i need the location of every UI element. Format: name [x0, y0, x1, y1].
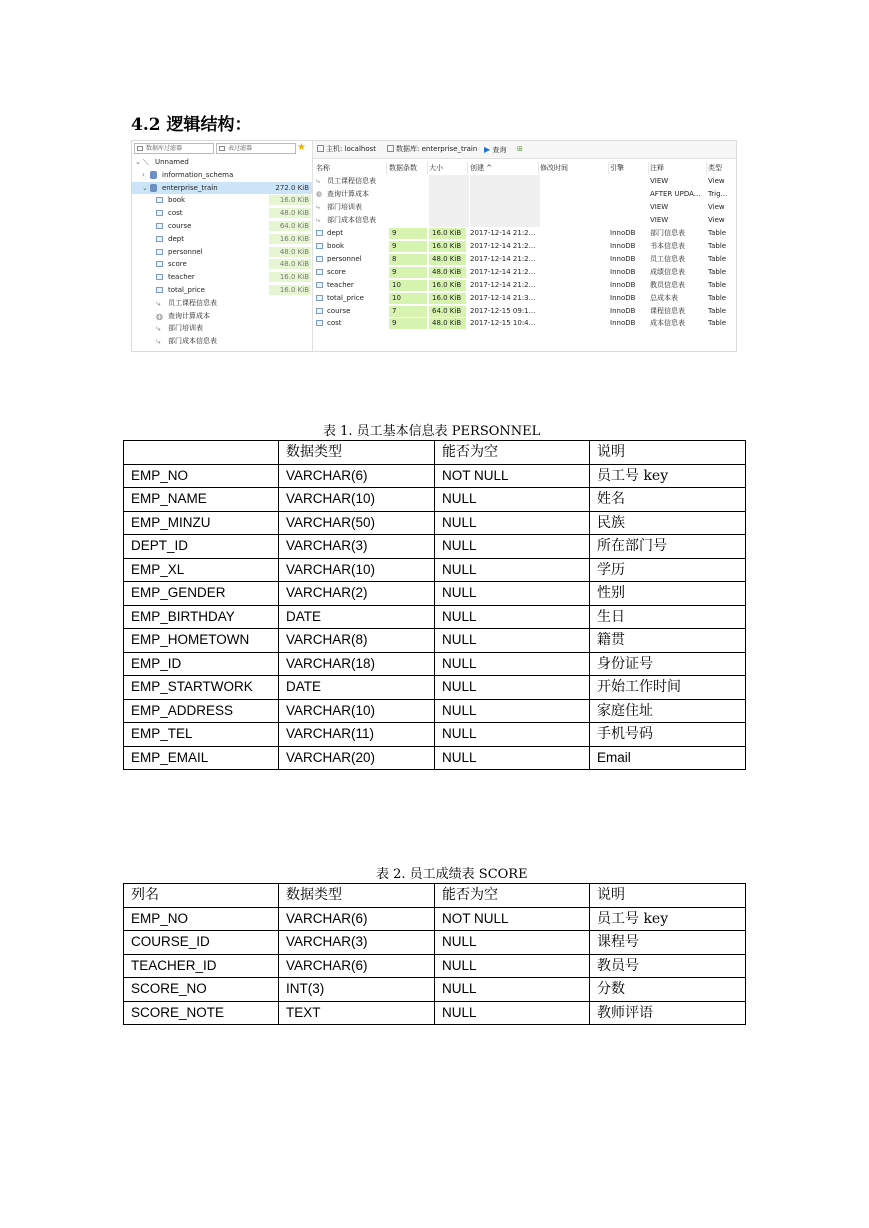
chevron-right-icon[interactable]: › — [142, 170, 145, 179]
table-cell: NULL — [435, 511, 590, 535]
table-cell: NOT NULL — [435, 464, 590, 488]
grid-row-name[interactable] — [316, 175, 386, 188]
table-cell: VARCHAR(6) — [279, 464, 435, 488]
tree-item-label: enterprise_train — [162, 183, 218, 192]
table-cell: NULL — [435, 746, 590, 770]
table-cell: SCORE_NO — [124, 978, 279, 1002]
table-cell: 民族 — [590, 511, 746, 535]
personnel-row — [124, 605, 746, 629]
header-cell: 能否为空 — [435, 884, 590, 908]
grid-cell: 部门信息表 — [650, 228, 685, 237]
table-icon — [156, 223, 163, 229]
grid-cell-text: book — [327, 241, 345, 250]
score-row — [124, 978, 746, 1002]
grid-cell: VIEW — [650, 177, 669, 185]
personnel-row — [124, 488, 746, 512]
score-row — [124, 907, 746, 931]
grid-cell: 10 — [389, 293, 427, 304]
server-icon — [317, 145, 324, 152]
table-cell: VARCHAR(8) — [279, 629, 435, 653]
table-icon — [316, 320, 323, 326]
grid-cell: AFTER UPDA... — [650, 189, 701, 198]
grid-cell: InnoDB — [610, 254, 636, 263]
table-cell: 员工号 key — [590, 464, 746, 488]
table-icon — [316, 243, 323, 249]
table-cell: EMP_NAME — [124, 488, 279, 512]
personnel-header-row — [124, 441, 746, 465]
header-cell: 数据类型 — [279, 884, 435, 908]
table-cell: VARCHAR(20) — [279, 746, 435, 770]
table-cell: 籍贯 — [590, 629, 746, 653]
table1-caption: 表 1. 员工基本信息表 PERSONNEL — [323, 424, 541, 439]
grid-cell: Table — [708, 267, 727, 276]
grid-cell-text: cost — [327, 319, 342, 328]
grid-column-header[interactable]: 名称 — [316, 162, 387, 174]
table-cell: 学历 — [590, 558, 746, 582]
header-cell: 数据类型 — [279, 441, 435, 465]
table-icon — [316, 282, 323, 288]
grid-row-name[interactable] — [316, 240, 386, 253]
grid-row-name[interactable] — [316, 279, 386, 292]
tree-item-label: teacher — [168, 273, 195, 282]
table-cell: NULL — [435, 535, 590, 559]
table-cell: VARCHAR(3) — [279, 535, 435, 559]
tree-item-label: Unnamed — [155, 158, 189, 166]
grid-cell-text: course — [327, 306, 351, 315]
personnel-row — [124, 535, 746, 559]
table-cell: 生日 — [590, 605, 746, 629]
grid-cell-text: 员工课程信息表 — [327, 177, 376, 185]
tree-item-label: course — [168, 222, 192, 230]
personnel-table — [123, 440, 746, 770]
table-cell: 性别 — [590, 582, 746, 606]
table-icon — [316, 269, 323, 275]
grid-cell: 48.0 KiB — [429, 254, 466, 265]
header-cell — [124, 441, 279, 465]
grid-column-header[interactable]: 类型 — [708, 162, 737, 174]
score-row — [124, 1001, 746, 1025]
table-cell: VARCHAR(11) — [279, 723, 435, 747]
grid-column-header[interactable]: 创建 ^ — [470, 162, 539, 174]
table-cell: NULL — [435, 488, 590, 512]
tree-item[interactable] — [132, 297, 312, 309]
header-cell: 列名 — [124, 884, 279, 908]
database-tree — [132, 141, 313, 352]
table-icon — [316, 256, 323, 262]
grid-cell: 教员信息表 — [650, 280, 685, 289]
table-cell: EMP_ADDRESS — [124, 699, 279, 723]
table-icon — [156, 249, 163, 255]
tree-item[interactable] — [132, 258, 312, 270]
grid-column-header[interactable]: 数据条数 — [389, 162, 428, 174]
grid-cell-text: 部门成本信息表 — [327, 215, 376, 224]
grid-cell: 课程信息表 — [650, 306, 685, 315]
tree-item[interactable] — [132, 233, 312, 245]
grid-cell-text: total_price — [327, 293, 364, 302]
size-badge: 48.0 KiB — [269, 259, 311, 269]
grid-cell: 7 — [389, 306, 427, 317]
table-cell: EMP_STARTWORK — [124, 676, 279, 700]
tree-item-label: 员工课程信息表 — [168, 298, 217, 307]
grid-cell: 9 — [389, 228, 427, 239]
grid-column-header[interactable]: 注释 — [650, 162, 707, 174]
table-cell: VARCHAR(3) — [279, 931, 435, 955]
personnel-row — [124, 464, 746, 488]
play-icon: ▶ — [484, 145, 491, 154]
grid-column-header[interactable]: 大小 — [429, 162, 468, 174]
tree-item-label: dept — [168, 234, 184, 243]
table-cell: EMP_ID — [124, 652, 279, 676]
grid-row-name[interactable] — [316, 292, 386, 305]
view-icon: ⤷ — [156, 337, 161, 347]
grid-row-name[interactable] — [316, 214, 386, 227]
grid-cell-text: teacher — [327, 280, 354, 289]
grid-cell: Table — [708, 280, 727, 289]
chevron-down-icon[interactable]: ⌄ — [135, 158, 141, 166]
grid-row-name[interactable] — [316, 317, 386, 330]
table-cell: 教师评语 — [590, 1001, 746, 1025]
table-icon — [156, 236, 163, 242]
table-icon — [156, 261, 163, 267]
personnel-row — [124, 723, 746, 747]
empty-shaded-cells — [470, 175, 540, 227]
tree-item[interactable] — [132, 310, 312, 322]
grid-cell: 16.0 KiB — [429, 241, 466, 252]
grid-cell: InnoDB — [610, 228, 636, 237]
table-cell: NULL — [435, 954, 590, 978]
header-cell: 说明 — [590, 884, 746, 908]
personnel-row — [124, 652, 746, 676]
table-cell: NULL — [435, 676, 590, 700]
grid-row-name[interactable] — [316, 188, 386, 201]
grid-cell: 64.0 KiB — [429, 306, 466, 317]
score-header-row — [124, 884, 746, 908]
filter-icon — [219, 146, 225, 151]
grid-cell: InnoDB — [610, 293, 636, 302]
score-row — [124, 954, 746, 978]
table-cell: TEXT — [279, 1001, 435, 1025]
view-icon: ⤷ — [156, 298, 161, 308]
table-cell: 姓名 — [590, 488, 746, 512]
grid-cell-text: 查询计算成本 — [327, 189, 369, 198]
table-icon — [156, 210, 163, 216]
size-badge: 272.0 KiB — [275, 183, 309, 192]
table-cell: COURSE_ID — [124, 931, 279, 955]
grid-cell: View — [708, 215, 725, 224]
chevron-down-icon[interactable]: ⌄ — [142, 183, 148, 192]
grid-cell: VIEW — [650, 215, 669, 224]
size-badge: 16.0 KiB — [269, 234, 311, 244]
grid-cell: 2017-12-14 21:2... — [470, 280, 536, 289]
size-badge: 16.0 KiB — [269, 285, 311, 295]
table-cell: 开始工作时间 — [590, 676, 746, 700]
grid-cell: 16.0 KiB — [429, 280, 466, 291]
connection-icon: ⟍ — [143, 158, 149, 167]
database-tab[interactable]: 数据库: enterprise_train — [387, 144, 477, 155]
tree-item[interactable] — [132, 169, 312, 181]
tree-item-label: score — [168, 260, 187, 269]
personnel-row — [124, 558, 746, 582]
table-cell: VARCHAR(10) — [279, 699, 435, 723]
tree-item[interactable] — [132, 271, 312, 283]
grid-cell: 48.0 KiB — [429, 318, 466, 329]
trigger-icon: ◍ — [156, 311, 163, 321]
view-icon: ⤷ — [316, 215, 320, 224]
table-cell: NULL — [435, 1001, 590, 1025]
empty-shaded-cells — [429, 175, 469, 227]
table-cell: VARCHAR(18) — [279, 652, 435, 676]
table-cell: NULL — [435, 605, 590, 629]
table-cell: EMP_GENDER — [124, 582, 279, 606]
grid-cell: 书本信息表 — [650, 241, 685, 250]
grid-cell: 成本信息表 — [650, 319, 685, 328]
table-cell: NULL — [435, 558, 590, 582]
tree-item-label: 部门成本信息表 — [168, 337, 217, 346]
grid-cell: 9 — [389, 267, 427, 278]
tree-item-label: book — [168, 196, 186, 205]
table-cell: VARCHAR(6) — [279, 907, 435, 931]
table-cell: DEPT_ID — [124, 535, 279, 559]
grid-cell: 48.0 KiB — [429, 267, 466, 278]
table-cell: TEACHER_ID — [124, 954, 279, 978]
score-table — [123, 883, 746, 1025]
grid-cell-text: 部门培训表 — [327, 202, 362, 211]
grid-cell: InnoDB — [610, 267, 636, 276]
table-cell: 员工号 key — [590, 907, 746, 931]
grid-row-name[interactable] — [316, 227, 386, 240]
tree-item[interactable] — [132, 284, 312, 296]
grid-cell: 成绩信息表 — [650, 267, 685, 276]
grid-cell: 10 — [389, 280, 427, 291]
grid-cell: 2017-12-15 10:4... — [470, 319, 536, 328]
tree-item-label: personnel — [168, 247, 203, 256]
table-cell: EMP_TEL — [124, 723, 279, 747]
table-cell: EMP_XL — [124, 558, 279, 582]
tree-item-label: cost — [168, 209, 183, 218]
query-tab[interactable]: ▶ 查询 — [484, 145, 507, 154]
grid-cell: 8 — [389, 254, 427, 265]
toolbar — [313, 141, 737, 159]
grid-cell: 总成本表 — [650, 293, 678, 302]
table-cell: 分数 — [590, 978, 746, 1002]
db-filter-input[interactable]: 数据库过滤器 — [134, 143, 214, 154]
grid-cell-text: score — [327, 267, 346, 276]
score-row — [124, 931, 746, 955]
grid-cell: View — [708, 177, 725, 185]
table-cell: EMP_NO — [124, 464, 279, 488]
grid-cell: 9 — [389, 241, 427, 252]
table2-caption: 表 2. 员工成绩表 SCORE — [376, 867, 528, 882]
table-filter-input[interactable]: 表过滤器 — [216, 143, 296, 154]
grid-cell: InnoDB — [610, 241, 636, 250]
table-icon — [316, 295, 323, 301]
grid-row-name[interactable] — [316, 201, 386, 214]
view-icon: ⤷ — [316, 177, 320, 185]
grid-cell: 16.0 KiB — [429, 293, 466, 304]
personnel-row — [124, 746, 746, 770]
tree-item[interactable] — [132, 220, 312, 232]
table-cell: NULL — [435, 699, 590, 723]
table-cell: 课程号 — [590, 931, 746, 955]
personnel-row — [124, 582, 746, 606]
tree-item[interactable] — [132, 182, 312, 194]
star-icon[interactable]: ★ — [297, 142, 306, 153]
table-cell: SCORE_NOTE — [124, 1001, 279, 1025]
host-tab[interactable]: 主机: localhost — [317, 144, 376, 155]
grid-cell: 2017-12-14 21:2... — [470, 241, 536, 250]
tree-item-label: information_schema — [162, 170, 234, 179]
table-cell: DATE — [279, 605, 435, 629]
grid-column-header[interactable]: 引擎 — [610, 162, 649, 174]
database-icon — [387, 145, 394, 152]
table-cell: NULL — [435, 931, 590, 955]
table-cell: 教员号 — [590, 954, 746, 978]
grid-cell: Trig... — [708, 189, 728, 198]
size-badge: 48.0 KiB — [269, 208, 311, 218]
grid-cell: 2017-12-14 21:2... — [470, 228, 536, 237]
table-cell: VARCHAR(6) — [279, 954, 435, 978]
grid-cell: 9 — [389, 318, 427, 329]
table-cell: NULL — [435, 629, 590, 653]
table-cell: NULL — [435, 723, 590, 747]
filter-icon — [137, 146, 143, 151]
table-icon — [156, 274, 163, 280]
view-icon: ⤷ — [316, 202, 320, 211]
table-cell: NULL — [435, 652, 590, 676]
table-cell: NULL — [435, 582, 590, 606]
table-cell: 所在部门号 — [590, 535, 746, 559]
table-cell: EMP_BIRTHDAY — [124, 605, 279, 629]
tree-item-label: total_price — [168, 286, 205, 294]
table-icon — [316, 308, 323, 314]
table-cell: VARCHAR(10) — [279, 558, 435, 582]
table-cell: VARCHAR(50) — [279, 511, 435, 535]
grid-cell: View — [708, 202, 725, 211]
grid-cell: InnoDB — [610, 319, 636, 328]
grid-cell: 员工信息表 — [650, 254, 685, 263]
section-heading: 4.2 逻辑结构： — [131, 115, 252, 135]
tree-item-label: 部门培训表 — [168, 324, 203, 333]
grid-cell: Table — [708, 254, 727, 263]
grid-cell: 16.0 KiB — [429, 228, 466, 239]
tree-item[interactable] — [132, 156, 312, 168]
grid-cell: Table — [708, 306, 727, 315]
trigger-icon: ◍ — [316, 189, 323, 198]
table-cell: EMP_NO — [124, 907, 279, 931]
table-cell: 家庭住址 — [590, 699, 746, 723]
grid-row-name[interactable] — [316, 305, 386, 318]
tree-item[interactable] — [132, 194, 312, 206]
grid-cell: 2017-12-14 21:2... — [470, 254, 536, 263]
new-query-icon[interactable]: ⊞ — [517, 145, 523, 153]
view-icon: ⤷ — [156, 324, 161, 334]
table-cell: NOT NULL — [435, 907, 590, 931]
tree-item[interactable] — [132, 207, 312, 219]
table-icon — [316, 230, 323, 236]
database-icon — [150, 184, 157, 192]
size-badge: 48.0 KiB — [269, 247, 311, 257]
size-badge: 16.0 KiB — [269, 272, 311, 282]
grid-cell: VIEW — [650, 202, 669, 211]
database-icon — [150, 171, 157, 179]
grid-cell: Table — [708, 319, 727, 328]
table-cell: VARCHAR(2) — [279, 582, 435, 606]
size-badge: 16.0 KiB — [269, 195, 311, 205]
grid-cell: 2017-12-15 09:1... — [470, 306, 536, 315]
grid-cell: 2017-12-14 21:2... — [470, 267, 536, 276]
personnel-row — [124, 676, 746, 700]
personnel-row — [124, 629, 746, 653]
table-cell: 身份证号 — [590, 652, 746, 676]
table-cell: EMP_EMAIL — [124, 746, 279, 770]
table-icon — [156, 287, 163, 293]
grid-cell: Table — [708, 228, 727, 237]
table-cell: INT(3) — [279, 978, 435, 1002]
table-cell: EMP_MINZU — [124, 511, 279, 535]
table-cell: DATE — [279, 676, 435, 700]
grid-column-header[interactable]: 修改时间 — [540, 162, 609, 174]
table-cell: VARCHAR(10) — [279, 488, 435, 512]
database-screenshot — [131, 140, 737, 352]
table-cell: Email — [590, 746, 746, 770]
table-cell: 手机号码 — [590, 723, 746, 747]
grid-cell: InnoDB — [610, 306, 636, 315]
tree-item[interactable] — [132, 335, 312, 347]
size-badge: 64.0 KiB — [269, 221, 311, 231]
grid-row-name[interactable] — [316, 253, 386, 266]
tree-item[interactable] — [132, 246, 312, 258]
tree-item-label: 查询计算成本 — [168, 311, 210, 320]
personnel-row — [124, 699, 746, 723]
personnel-row — [124, 511, 746, 535]
grid-cell: Table — [708, 293, 727, 302]
table-cell: EMP_HOMETOWN — [124, 629, 279, 653]
table-cell: NULL — [435, 978, 590, 1002]
grid-cell-text: personnel — [327, 254, 362, 263]
table-icon — [156, 197, 163, 203]
grid-cell-text: dept — [327, 228, 343, 237]
grid-cell: InnoDB — [610, 280, 636, 289]
grid-cell: Table — [708, 241, 727, 250]
header-cell: 能否为空 — [435, 441, 590, 465]
tree-item[interactable] — [132, 322, 312, 334]
header-cell: 说明 — [590, 441, 746, 465]
grid-row-name[interactable] — [316, 266, 386, 279]
grid-cell: 2017-12-14 21:3... — [470, 293, 536, 302]
